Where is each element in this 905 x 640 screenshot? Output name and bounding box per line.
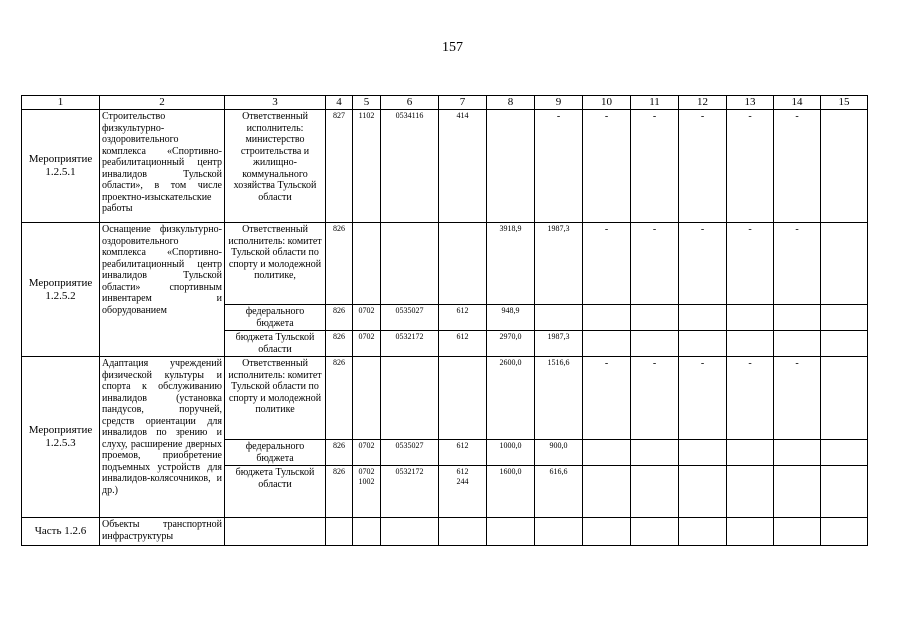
cell-c15	[821, 357, 868, 440]
cell-c12	[679, 331, 727, 357]
cell-c11	[631, 305, 679, 331]
cell-c15	[821, 110, 868, 223]
cell-c11: -	[631, 357, 679, 440]
cell-c11: -	[631, 110, 679, 223]
cell-c13: -	[727, 357, 774, 440]
header-cell: 4	[326, 96, 353, 110]
cell-c12: -	[679, 110, 727, 223]
cell-c8: 948,9	[487, 305, 535, 331]
cell-c7-line2: 244	[456, 477, 469, 486]
cell-c5	[353, 518, 381, 546]
cell-c15	[821, 440, 868, 466]
event-name: Строительство физкультурно-оздоровительного комплекса «Спортивно-реабилитационный центр инвалидов Тульской области», в том числе проектно-изыскательские работы	[100, 110, 225, 223]
cell-c11	[631, 331, 679, 357]
cell-c12: -	[679, 357, 727, 440]
responsible: Ответственный исполнитель: комитет Тульской области по спорту и молодежной политике,	[225, 223, 326, 305]
header-cell: 6	[381, 96, 439, 110]
part-name: Объекты транспортной инфраструктуры	[100, 518, 225, 546]
cell-c5	[353, 466, 381, 518]
cell-c13	[727, 518, 774, 546]
cell-c7	[439, 518, 487, 546]
cell-c11	[631, 518, 679, 546]
header-cell: 1	[22, 96, 100, 110]
cell-c8	[487, 110, 535, 223]
cell-c6	[381, 357, 439, 440]
cell-c7: 612	[439, 305, 487, 331]
cell-c6	[381, 518, 439, 546]
cell-c14: -	[774, 110, 821, 223]
cell-c10	[583, 466, 631, 518]
cell-c8: 1000,0	[487, 440, 535, 466]
header-cell: 8	[487, 96, 535, 110]
cell-c4: 826	[326, 357, 353, 440]
cell-c7: 612	[439, 331, 487, 357]
cell-c5: 0702	[353, 440, 381, 466]
table-row	[22, 518, 868, 546]
cell-c10	[583, 440, 631, 466]
cell-c6: 0534116	[381, 110, 439, 223]
header-cell: 3	[225, 96, 326, 110]
cell-c9: 1987,3	[535, 223, 583, 305]
cell-c9: 1516,6	[535, 357, 583, 440]
cell-c14	[774, 331, 821, 357]
cell-c15	[821, 223, 868, 305]
responsible	[225, 518, 326, 546]
responsible: бюджета Тульской области	[225, 331, 326, 357]
cell-c5	[353, 357, 381, 440]
cell-c7	[439, 357, 487, 440]
cell-c11	[631, 440, 679, 466]
cell-c8: 1600,0	[487, 466, 535, 518]
cell-c6: 0535027	[381, 440, 439, 466]
cell-c10	[583, 518, 631, 546]
cell-c9: 616,6	[535, 466, 583, 518]
cell-c15	[821, 466, 868, 518]
cell-c13: -	[727, 223, 774, 305]
cell-c9	[535, 305, 583, 331]
cell-c4: 826	[326, 331, 353, 357]
header-cell: 10	[583, 96, 631, 110]
cell-c7: 612	[439, 440, 487, 466]
header-cell: 9	[535, 96, 583, 110]
cell-c10: -	[583, 357, 631, 440]
cell-c15	[821, 305, 868, 331]
header-cell: 12	[679, 96, 727, 110]
cell-c6: 0532172	[381, 331, 439, 357]
cell-c14: -	[774, 357, 821, 440]
header-cell: 5	[353, 96, 381, 110]
cell-c13	[727, 305, 774, 331]
header-cell: 2	[100, 96, 225, 110]
cell-c5-line1: 0702	[358, 467, 375, 476]
cell-c7	[439, 223, 487, 305]
cell-c8	[487, 518, 535, 546]
cell-c7	[439, 466, 487, 518]
cell-c6: 0535027	[381, 305, 439, 331]
cell-c5: 0702	[353, 305, 381, 331]
table-row	[22, 357, 868, 440]
cell-c5: 0702	[353, 331, 381, 357]
cell-c4: 826	[326, 466, 353, 518]
event-name: Оснащение физкультурно-оздоровительного комплекса «Спортивно-реабилитационный центр инвалидов Тульской области» спортивным инвентарем и оборудованием	[100, 223, 225, 357]
cell-c12	[679, 466, 727, 518]
responsible: Ответственный исполнитель: комитет Тульской области по спорту и молодежной политике	[225, 357, 326, 440]
cell-c15	[821, 331, 868, 357]
responsible: Ответственный исполнитель: министерство строительства и жилищно-коммунального хозяйства Тульской области	[225, 110, 326, 223]
event-label: Мероприятие 1.2.5.1	[22, 110, 100, 223]
page-number: 157	[442, 40, 463, 55]
cell-c10: -	[583, 223, 631, 305]
cell-c13	[727, 440, 774, 466]
cell-c9: -	[535, 110, 583, 223]
cell-c6	[381, 223, 439, 305]
cell-c7: 414	[439, 110, 487, 223]
cell-c8: 3918,9	[487, 223, 535, 305]
cell-c12	[679, 305, 727, 331]
cell-c12	[679, 518, 727, 546]
cell-c10	[583, 305, 631, 331]
responsible: федерального бюджета	[225, 440, 326, 466]
cell-c4: 826	[326, 223, 353, 305]
event-label: Мероприятие 1.2.5.3	[22, 357, 100, 518]
table-row	[22, 223, 868, 305]
cell-c8: 2600,0	[487, 357, 535, 440]
cell-c12: -	[679, 223, 727, 305]
cell-c4	[326, 518, 353, 546]
cell-c14: -	[774, 223, 821, 305]
cell-c4: 826	[326, 440, 353, 466]
table-row	[22, 110, 868, 223]
cell-c15	[821, 518, 868, 546]
cell-c13	[727, 331, 774, 357]
header-cell: 13	[727, 96, 774, 110]
cell-c14	[774, 305, 821, 331]
event-label: Мероприятие 1.2.5.2	[22, 223, 100, 357]
cell-c5-line2: 1002	[358, 477, 375, 486]
cell-c13	[727, 466, 774, 518]
cell-c11	[631, 466, 679, 518]
cell-c5: 1102	[353, 110, 381, 223]
cell-c14	[774, 466, 821, 518]
cell-c12	[679, 440, 727, 466]
program-table	[21, 95, 868, 546]
header-cell: 14	[774, 96, 821, 110]
cell-c5	[353, 223, 381, 305]
header-cell: 7	[439, 96, 487, 110]
header-cell: 11	[631, 96, 679, 110]
header-cell: 15	[821, 96, 868, 110]
cell-c6: 0532172	[381, 466, 439, 518]
cell-c9: 1987,3	[535, 331, 583, 357]
event-name: Адаптация учреждений физической культуры и спорта к обслуживанию инвалидов (установка пандусов, поручней, средств ориентации для инвалидов по зрению и слуху, расширение дверных проемов, приобретение подъемных устройств для инвалидов-колясочников, и др.)	[100, 357, 225, 518]
cell-c9	[535, 518, 583, 546]
cell-c13: -	[727, 110, 774, 223]
responsible: бюджета Тульской области	[225, 466, 326, 518]
cell-c9: 900,0	[535, 440, 583, 466]
cell-c4: 826	[326, 305, 353, 331]
responsible: федерального бюджета	[225, 305, 326, 331]
cell-c11: -	[631, 223, 679, 305]
cell-c7-line1: 612	[456, 467, 469, 476]
cell-c14	[774, 440, 821, 466]
cell-c14	[774, 518, 821, 546]
cell-c4: 827	[326, 110, 353, 223]
cell-c10	[583, 331, 631, 357]
part-label: Часть 1.2.6	[22, 518, 100, 546]
cell-c8: 2970,0	[487, 331, 535, 357]
header-row	[22, 96, 868, 110]
cell-c10: -	[583, 110, 631, 223]
